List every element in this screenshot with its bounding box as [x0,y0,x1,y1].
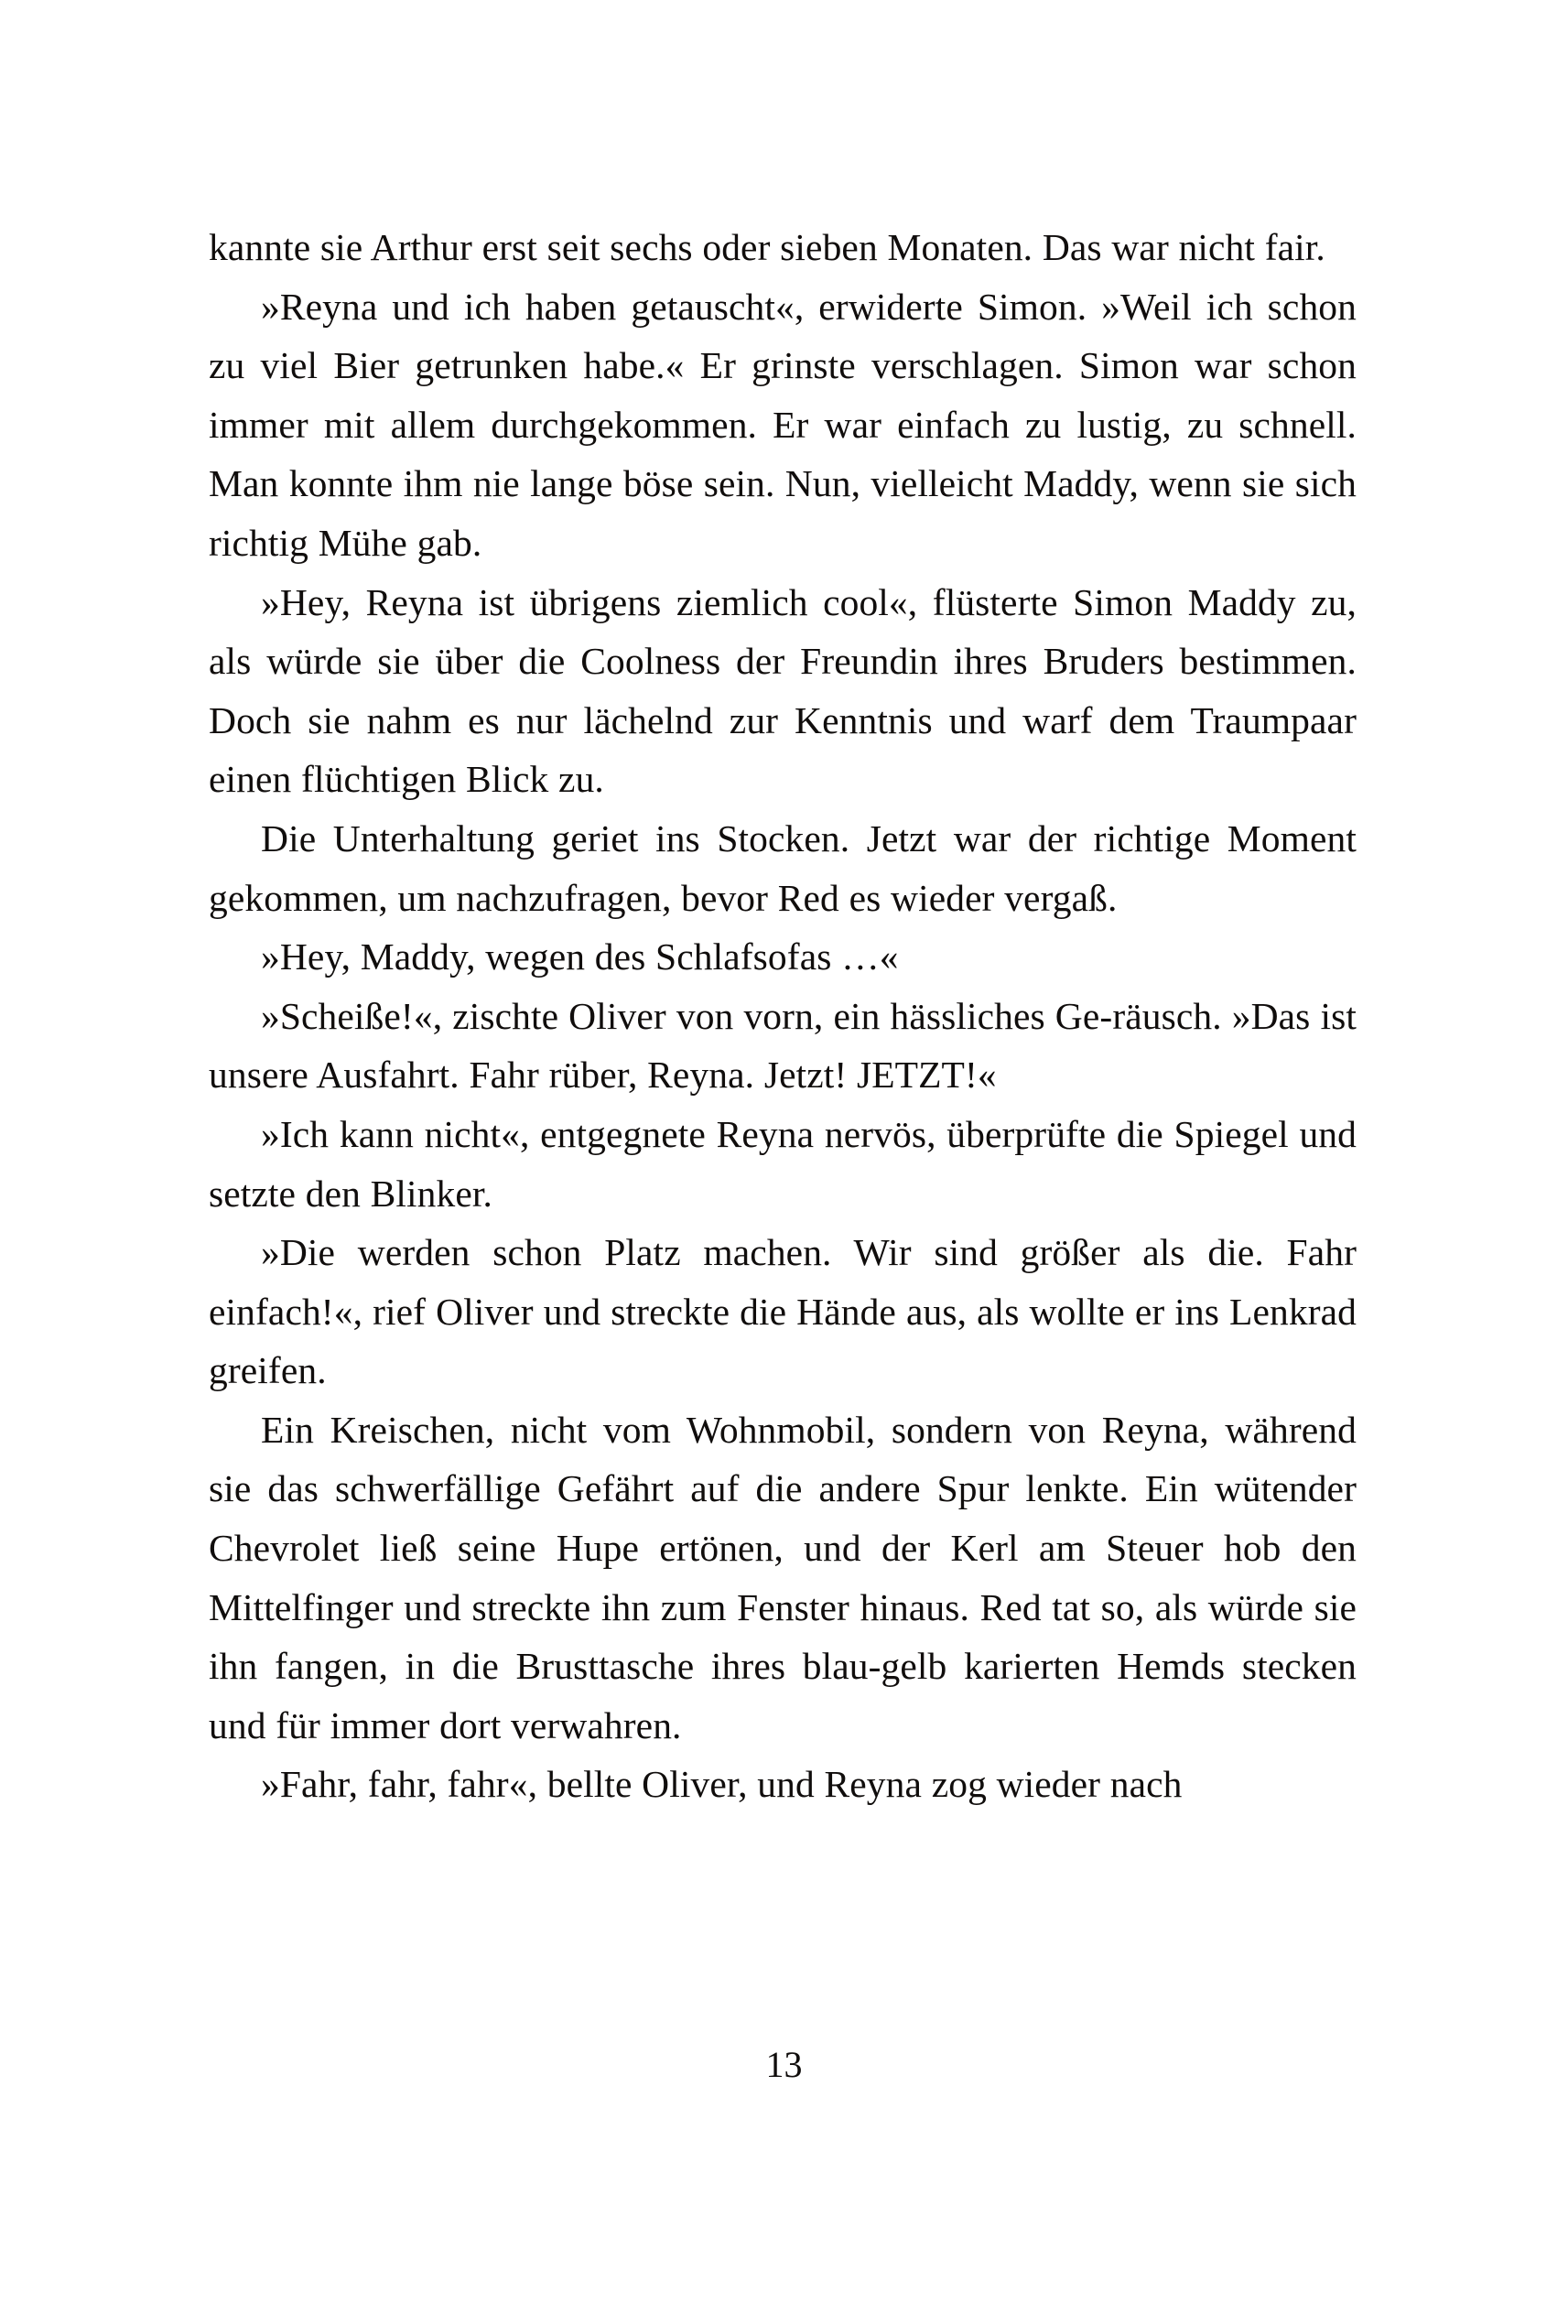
paragraph: »Reyna und ich haben getauscht«, erwiderte Simon. »Weil ich schon zu viel Bier getrunken habe.« Er grinste verschlagen. Simon war schon immer mit allem durchgekommen. Er war einfach zu lustig, zu schnell. Man konnte ihm nie lange böse sein. Nun, vielleicht Maddy, wenn sie sich richtig Mühe gab. [209,285,1357,564]
paragraph: Ein Kreischen, nicht vom Wohnmobil, sondern von Reyna, während sie das schwerfällige Gefährt auf die andere Spur lenkte. Ein wütender Chevrolet ließ seine Hupe ertönen, und der Kerl am Steuer hob den Mittelfinger und streckte ihn zum Fenster hinaus. Red tat so, als würde sie ihn fangen, in die Brusttasche ihres blau-gelb karierten Hemds stecken und für immer dort verwahren. [209,1408,1357,1746]
paragraph: »Ich kann nicht«, entgegnete Reyna nervös, überprüfte die Spiegel und setzte den Blinker. [209,1112,1357,1215]
body-text-column [209,218,1357,1814]
paragraph: Die Unterhaltung geriet ins Stocken. Jetzt war der richtige Moment gekommen, um nachzufragen, bevor Red es wieder vergaß. [209,816,1357,919]
paragraph: »Hey, Reyna ist übrigens ziemlich cool«, flüsterte Simon Maddy zu, als würde sie über die Coolness der Freundin ihres Bruders bestimmen. Doch sie nahm es nur lächelnd zur Kenntnis und warf dem Traumpaar einen flüchtigen Blick zu. [209,580,1357,801]
page-number: 13 [765,2044,803,2085]
paragraph: kannte sie Arthur erst seit sechs oder sieben Monaten. Das war nicht fair. [209,226,1325,268]
paragraph: »Fahr, fahr, fahr«, bellte Oliver, und Reyna zog wieder nach [261,1763,1183,1806]
paragraph: »Scheiße!«, zischte Oliver von vorn, ein hässliches Ge-räusch. »Das ist unsere Ausfahrt. Fahr rüber, Reyna. Jetzt! JETZT!« [209,994,1357,1097]
paragraph: »Die werden schon Platz machen. Wir sind größer als die. Fahr einfach!«, rief Oliver und streckte die Hände aus, als wollte er ins Lenkrad greifen. [209,1231,1357,1392]
paragraph: »Hey, Maddy, wegen des Schlafsofas …« [261,935,899,978]
